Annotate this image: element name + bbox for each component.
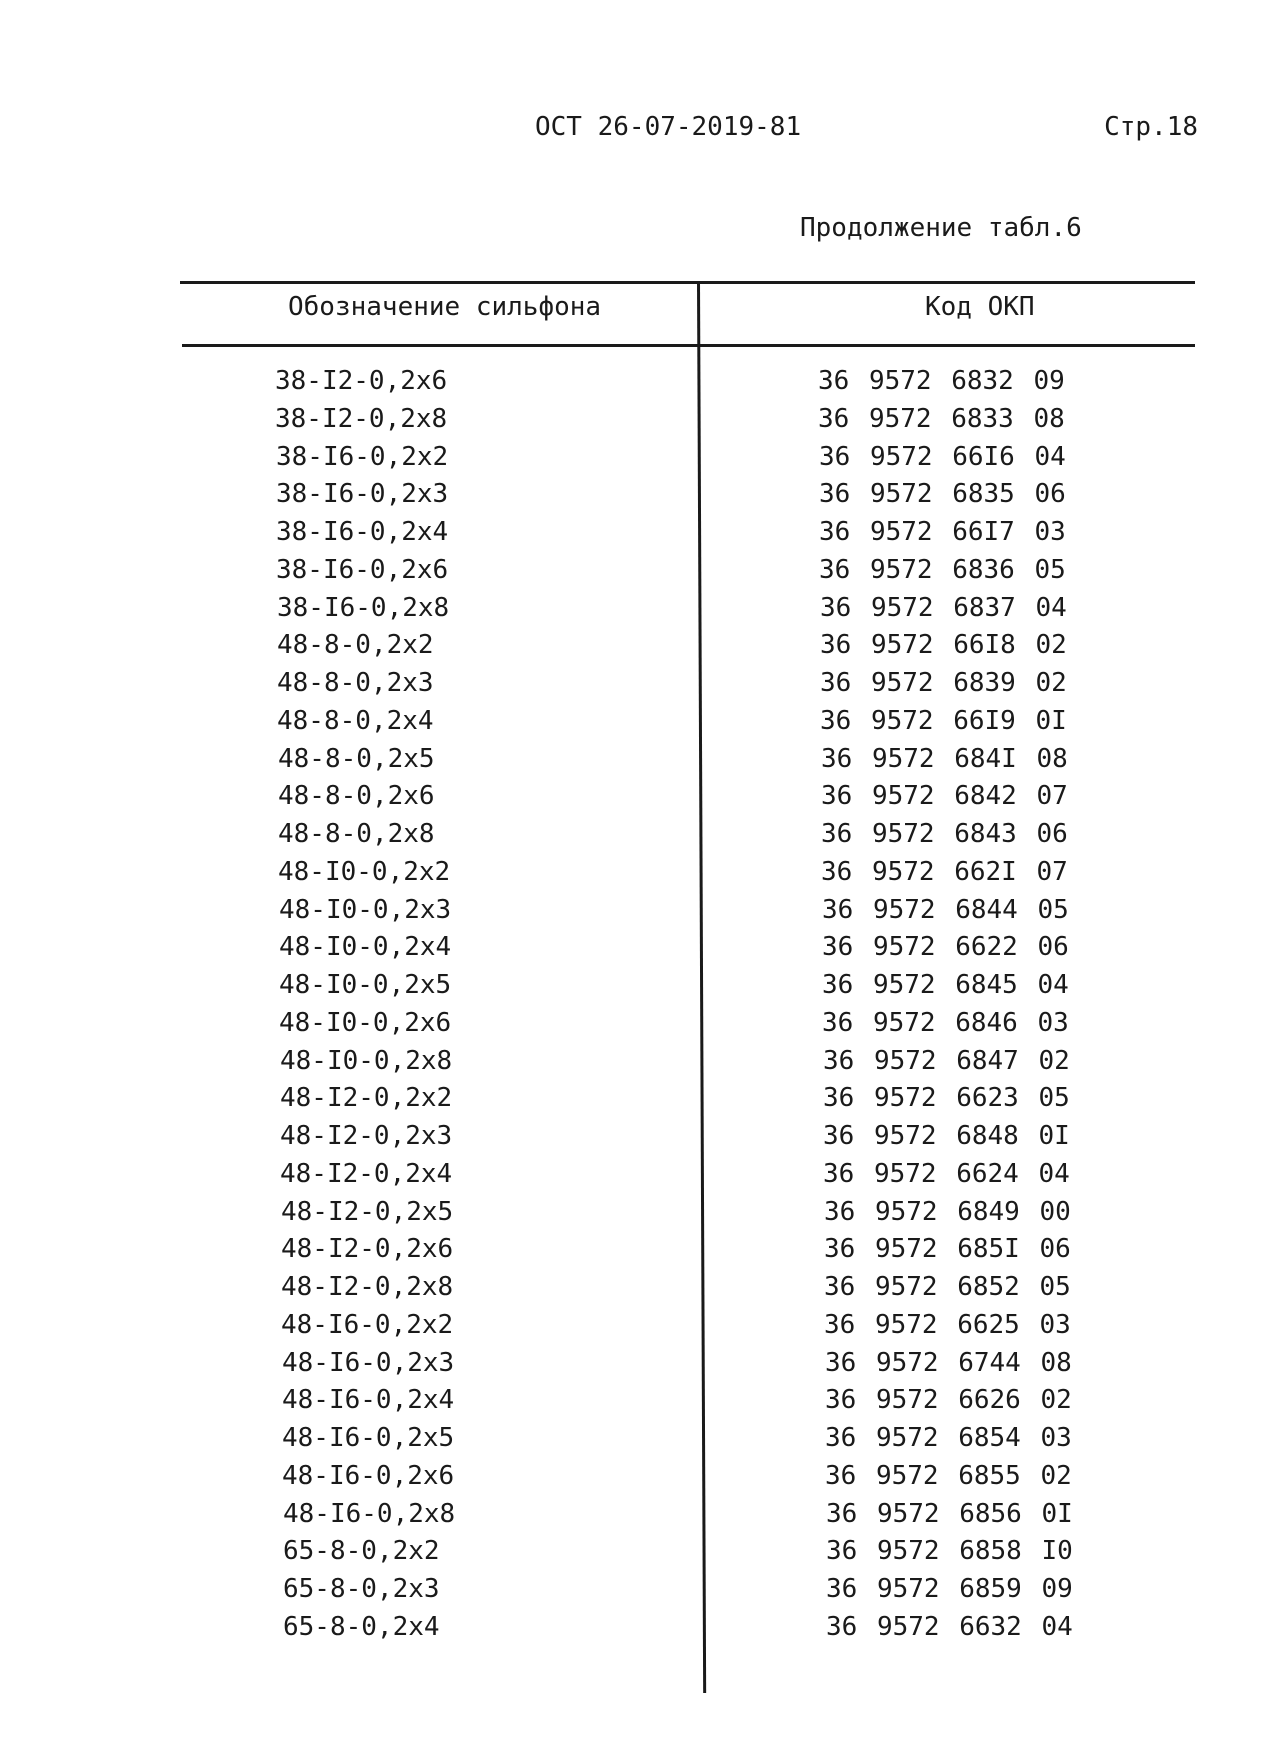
bellows-designation: 48-8-0,2x5 (278, 743, 435, 774)
bellows-designation: 48-I0-0,2x3 (279, 894, 452, 925)
okp-code: 36 9572 6858 I0 (826, 1536, 1073, 1567)
bellows-designation: 48-I6-0,2x8 (283, 1498, 456, 1529)
okp-code: 36 9572 6848 0I (823, 1121, 1070, 1151)
table-continuation-caption: Продолжение табл.6 (800, 213, 1082, 243)
okp-code: 36 9572 66I8 02 (820, 630, 1067, 661)
okp-code: 36 9572 6837 04 (820, 592, 1067, 623)
bellows-designation: 38-I6-0,2x4 (276, 517, 449, 547)
bellows-designation: 48-I6-0,2x2 (281, 1309, 454, 1340)
bellows-designation: 38-I6-0,2x6 (276, 554, 449, 585)
bellows-designation: 48-I2-0,2x4 (280, 1158, 453, 1189)
table-row (0, 402, 1278, 440)
table-row (0, 1421, 1278, 1459)
okp-code: 36 9572 66I7 03 (819, 517, 1066, 547)
okp-code: 36 9572 6836 05 (819, 554, 1066, 585)
bellows-designation: 48-I6-0,2x4 (282, 1385, 455, 1416)
okp-code: 36 9572 66I9 0I (820, 705, 1067, 736)
table-row (0, 1044, 1278, 1082)
bellows-designation: 48-I2-0,2x5 (281, 1196, 454, 1227)
okp-code: 36 9572 6846 03 (822, 1007, 1069, 1038)
page-number: Стр.18 (1104, 112, 1198, 142)
table-row (0, 855, 1278, 893)
bellows-designation: 48-I0-0,2x2 (278, 856, 451, 887)
okp-code: 36 9572 685I 06 (824, 1234, 1071, 1265)
bellows-designation: 48-I6-0,2x6 (282, 1460, 455, 1491)
table-row (0, 742, 1278, 780)
okp-code: 36 9572 6855 02 (825, 1460, 1072, 1491)
table-row (0, 1232, 1278, 1270)
column-header-okp-code: Код ОКП (925, 292, 1035, 322)
table-row (0, 1081, 1278, 1119)
bellows-designation: 65-8-0,2x2 (283, 1536, 440, 1567)
okp-code: 36 9572 6744 08 (825, 1347, 1072, 1378)
okp-code: 36 9572 662I 07 (821, 856, 1068, 887)
bellows-designation: 48-8-0,2x6 (278, 781, 435, 812)
table-row (0, 779, 1278, 817)
column-header-designation: Обозначение сильфона (288, 292, 602, 322)
bellows-designation: 48-I2-0,2x2 (280, 1083, 453, 1114)
bellows-designation: 38-I2-0,2x6 (275, 366, 448, 396)
table-row (0, 968, 1278, 1006)
bellows-designation: 65-8-0,2x4 (283, 1611, 440, 1642)
okp-code: 36 9572 6625 03 (824, 1309, 1071, 1340)
okp-code: 36 9572 6856 0I (826, 1498, 1073, 1529)
table-row (0, 1346, 1278, 1384)
table-row (0, 515, 1278, 553)
bellows-designation: 48-8-0,2x3 (277, 668, 434, 698)
table-row (0, 1459, 1278, 1497)
table-header-rule (182, 344, 1195, 347)
okp-code: 36 9572 6833 08 (818, 403, 1065, 434)
bellows-designation: 48-8-0,2x8 (278, 819, 435, 849)
bellows-designation: 48-I2-0,2x6 (281, 1234, 454, 1265)
bellows-designation: 48-I6-0,2x3 (282, 1347, 455, 1378)
bellows-designation: 48-I0-0,2x5 (279, 970, 452, 1000)
okp-code: 36 9572 6845 04 (822, 970, 1069, 1000)
okp-code: 36 9572 6623 05 (823, 1083, 1070, 1114)
okp-code: 36 9572 6632 04 (826, 1611, 1073, 1642)
bellows-designation: 48-I6-0,2x5 (282, 1423, 455, 1453)
table-row (0, 1383, 1278, 1421)
okp-code: 36 9572 6843 06 (821, 819, 1068, 849)
bellows-designation: 48-I0-0,2x4 (279, 932, 452, 963)
table-row (0, 628, 1278, 666)
bellows-designation: 38-I6-0,2x2 (276, 441, 449, 472)
okp-code: 36 9572 684I 08 (821, 743, 1068, 774)
table-row (0, 1610, 1278, 1648)
okp-code: 36 9572 6854 03 (825, 1423, 1072, 1453)
bellows-designation: 38-I6-0,2x8 (277, 592, 450, 623)
bellows-designation: 48-I0-0,2x8 (280, 1045, 453, 1076)
table-row (0, 1157, 1278, 1195)
okp-code: 36 9572 66I6 04 (819, 441, 1066, 472)
table-row (0, 1119, 1278, 1157)
okp-code: 36 9572 6622 06 (822, 932, 1069, 963)
bellows-designation: 48-I2-0,2x3 (280, 1121, 453, 1151)
okp-code: 36 9572 6624 04 (823, 1158, 1070, 1189)
table-row (0, 364, 1278, 402)
okp-code: 36 9572 6839 02 (820, 668, 1067, 698)
okp-code: 36 9572 6849 00 (824, 1196, 1071, 1227)
table-row (0, 666, 1278, 704)
table-top-rule (180, 281, 1195, 284)
okp-code: 36 9572 6626 02 (825, 1385, 1072, 1416)
table-row (0, 930, 1278, 968)
bellows-designation: 48-8-0,2x2 (277, 630, 434, 661)
okp-code: 36 9572 6844 05 (822, 894, 1069, 925)
table-row (0, 1270, 1278, 1308)
table-row (0, 1006, 1278, 1044)
table-row (0, 553, 1278, 591)
table-row (0, 704, 1278, 742)
table-row (0, 1534, 1278, 1572)
okp-code: 36 9572 6842 07 (821, 781, 1068, 812)
document-code: ОСТ 26-07-2019-81 (535, 112, 802, 142)
bellows-designation: 48-I2-0,2x8 (281, 1272, 454, 1302)
table-row (0, 591, 1278, 629)
okp-code: 36 9572 6859 09 (826, 1574, 1073, 1604)
okp-code: 36 9572 6852 05 (824, 1272, 1071, 1302)
table-row (0, 1497, 1278, 1535)
okp-code: 36 9572 6835 06 (819, 479, 1066, 510)
bellows-designation: 65-8-0,2x3 (283, 1574, 440, 1604)
bellows-designation: 38-I6-0,2x3 (276, 479, 449, 510)
table-row (0, 1195, 1278, 1233)
bellows-designation: 48-8-0,2x4 (277, 705, 434, 736)
table-row (0, 1308, 1278, 1346)
okp-code: 36 9572 6847 02 (823, 1045, 1070, 1076)
bellows-designation: 48-I0-0,2x6 (279, 1007, 452, 1038)
table-row (0, 817, 1278, 855)
table-row (0, 1572, 1278, 1610)
bellows-designation: 38-I2-0,2x8 (275, 403, 448, 434)
table-body (0, 364, 1278, 1648)
table-row (0, 893, 1278, 931)
okp-code: 36 9572 6832 09 (818, 366, 1065, 396)
table-row (0, 440, 1278, 478)
table-row (0, 477, 1278, 515)
